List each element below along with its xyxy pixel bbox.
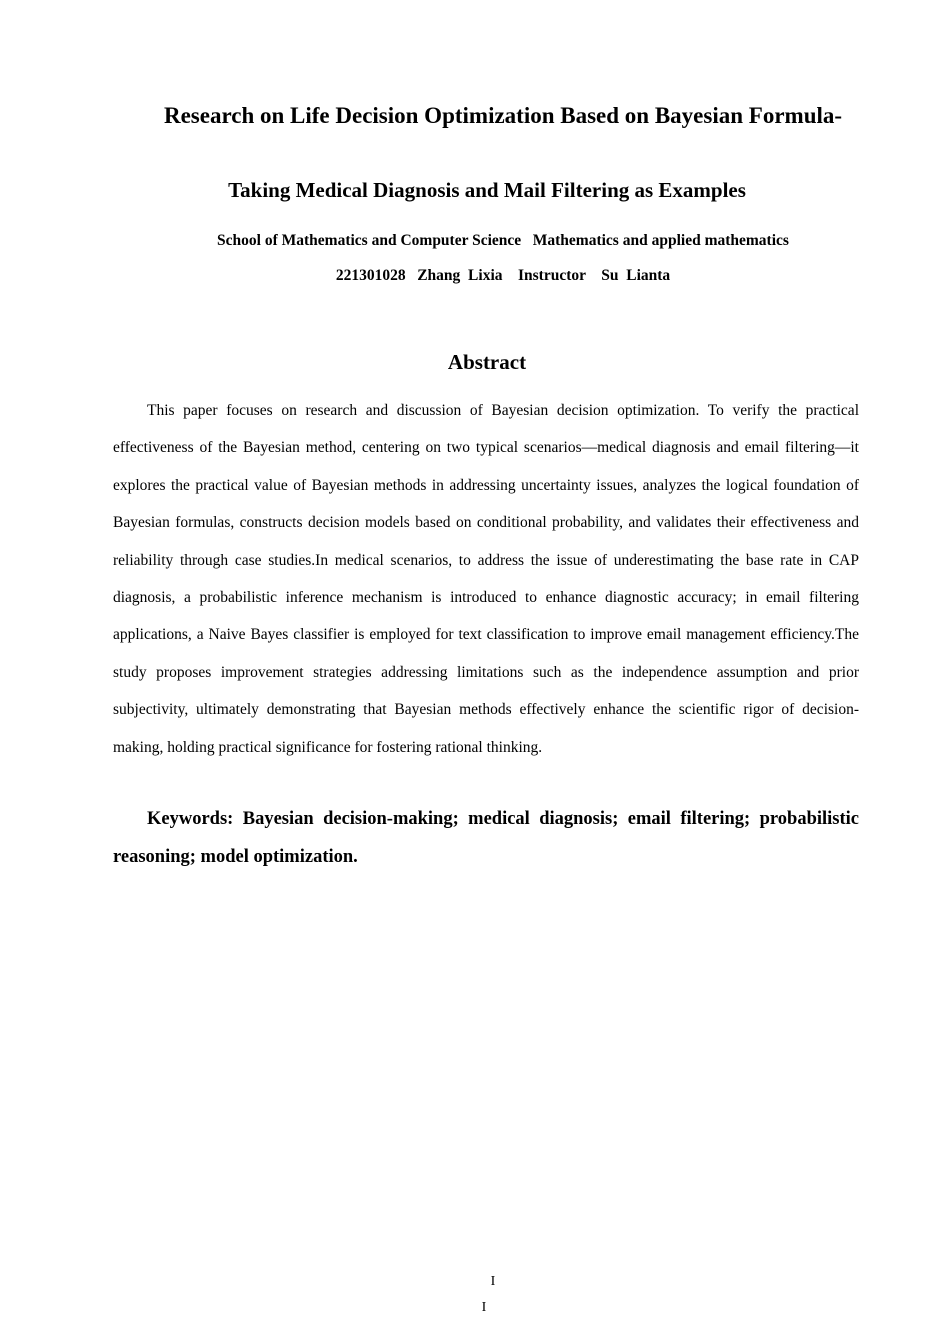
title-line-1: Research on Life Decision Optimization Based on Bayesian Formula- [163, 103, 843, 128]
keywords-label: Keywords: [147, 809, 234, 829]
page-number-upper: I [490, 1274, 496, 1289]
keywords-text: Bayesian decision-making; medical diagnosis; email filtering; probabilistic reasoning; model optimization. [113, 809, 859, 867]
school-line: School of Mathematics and Computer Science Mathematics and applied mathematics [217, 232, 789, 249]
keywords-paragraph [113, 800, 859, 876]
author-line: 221301028 Zhang Lixia Instructor Su Lianta [335, 267, 671, 284]
page-number-lower: I [481, 1300, 487, 1315]
title-line-2: Taking Medical Diagnosis and Mail Filtering as Examples [228, 178, 746, 202]
abstract-body: This paper focuses on research and discussion of Bayesian decision optimization. To verify the practical effectiveness of the Bayesian method, centering on two typical scenarios—medical diagnosis and email filtering—it explores the practical value of Bayesian methods in addressing uncertainty issues, analyzes the logical foundation of Bayesian formulas, constructs decision models based on conditional probability, and validates their effectiveness and reliability through case studies.In medical scenarios, to address the issue of underestimating the base rate in CAP diagnosis, a probabilistic inference mechanism is introduced to enhance diagnostic accuracy; in email filtering applications, a Naive Bayes classifier is employed for text classification to improve email management efficiency.The study proposes improvement strategies addressing limitations such as the independence assumption and prior subjectivity, ultimately demonstrating that Bayesian methods effectively enhance the scientific rigor of decision-making, holding practical significance for fostering rational thinking. [113, 402, 859, 756]
abstract-heading: Abstract [447, 350, 527, 374]
